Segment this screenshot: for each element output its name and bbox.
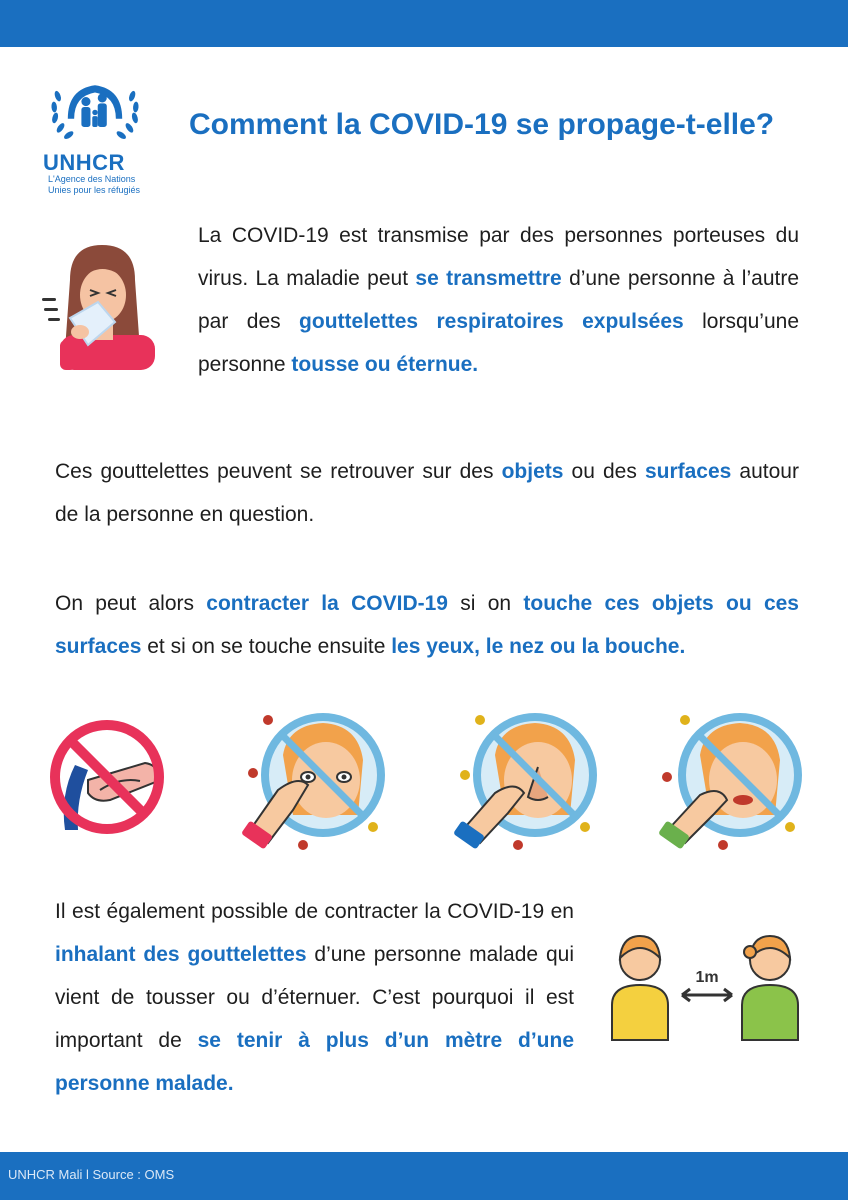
p4-highlight-2: se tenir à plus d’un mètre d’une personne malade.	[55, 1029, 574, 1095]
p4-text-1: Il est également possible de contracter la COVID-19 en	[55, 900, 574, 923]
person-right	[742, 936, 798, 1040]
p4-highlight-1: inhalant des gouttelettes	[55, 943, 307, 966]
paragraph-inhalation	[55, 890, 574, 1105]
logo-subtitle-line2: Unies pour les réfugiés	[48, 185, 141, 195]
p2-highlight-2: surfaces	[644, 460, 732, 483]
social-distance-icon	[610, 930, 810, 1045]
p2-text-3: autour de la personne en question.	[55, 460, 799, 526]
unhcr-emblem-icon	[40, 78, 150, 146]
paragraph-surfaces	[55, 450, 799, 536]
p3-text-2: si on	[447, 592, 524, 615]
sneezing-woman-icon	[40, 240, 160, 370]
p2-text-1: Ces gouttelettes peuvent se retrouver sur des	[55, 460, 502, 483]
p1-highlight-3: tousse ou éternue.	[291, 353, 479, 376]
p1-highlight-1: se transmettre	[415, 267, 562, 290]
p2-text-2: ou des	[563, 460, 645, 483]
p3-highlight-3: les yeux, le nez ou la bouche.	[391, 635, 686, 658]
p3-text-3: et si on se touche ensuite	[141, 635, 392, 658]
top-banner	[0, 0, 848, 47]
p1-highlight-2: gouttelettes respiratoires expulsées	[299, 310, 684, 333]
p4-text-2: d’une personne malade qui vient de tousser ou d’éternuer. C’est pourquoi il est important de	[55, 943, 574, 1052]
no-touch-eyes-icon	[238, 705, 388, 855]
p3-highlight-2: touche ces objets ou ces surfaces	[55, 592, 799, 658]
no-handshake-icon	[40, 715, 175, 835]
logo-subtitle	[48, 174, 158, 196]
p1-text-2: d’une personne à l’autre par des	[198, 267, 799, 333]
p1-text-1: La COVID-19 est transmise par des personnes porteuses du virus. La maladie peut	[198, 224, 799, 290]
logo-subtitle-line1: L'Agence des Nations	[48, 174, 136, 184]
page-title: Comment la COVID-19 se propage-t-elle?	[189, 108, 775, 141]
person-left	[612, 936, 668, 1040]
paragraph-contact	[55, 582, 799, 668]
p2-highlight-1: objets	[501, 460, 564, 483]
p3-highlight-1: contracter la COVID-19	[206, 592, 448, 615]
distance-label: 1m	[695, 969, 719, 986]
no-touch-nose-icon	[450, 705, 600, 855]
paragraph-transmission	[198, 214, 799, 386]
logo-name: UNHCR	[43, 150, 125, 175]
footer-source: UNHCR Mali l Source : OMS	[8, 1167, 175, 1182]
p1-text-3: lorsqu’une personne	[198, 310, 799, 376]
p3-text-1: On peut alors	[55, 592, 207, 615]
no-touch-mouth-icon	[655, 705, 805, 855]
